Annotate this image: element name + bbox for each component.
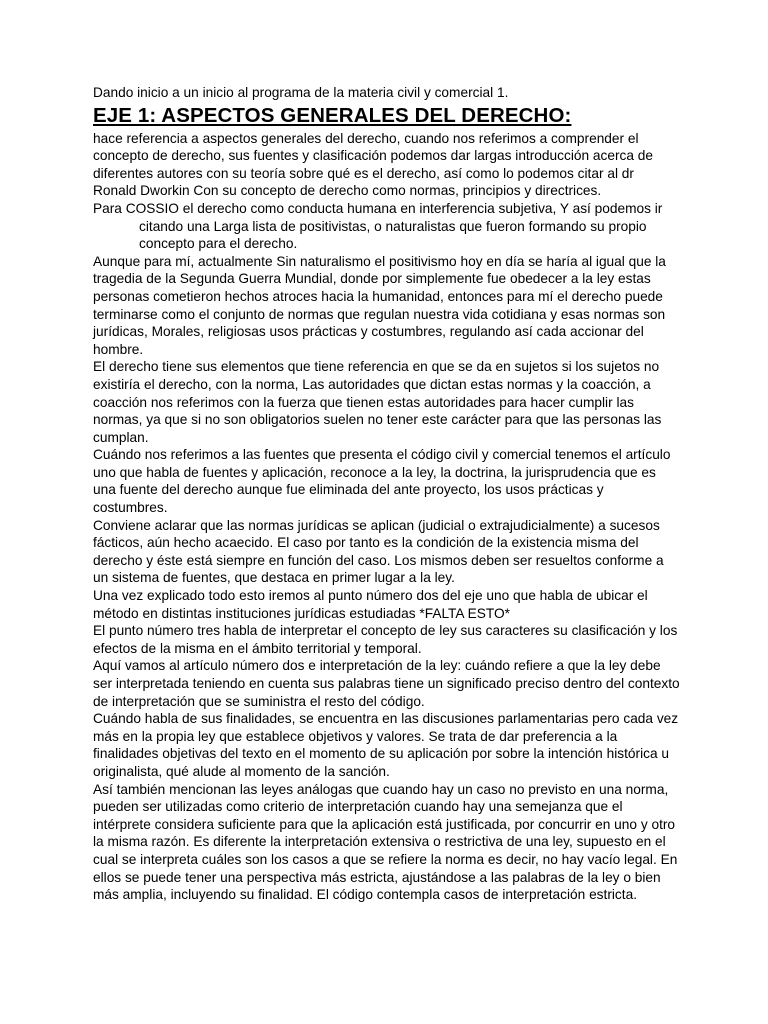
section-heading: EJE 1: ASPECTOS GENERALES DEL DERECHO: [93,103,572,127]
paragraph-elements: El derecho tiene sus elementos que tiene referencia en que se da en sujetos si los sujetos no existiría el derecho, con la norma, Las autoridades que dictan estas normas y la coacción, a coacción nos referimos con la fuerza que tienen estas autoridades para hacer cumplir las normas, ya que si no son obligatorios suelen no tener este carácter para que las personas las cumplan. [93,359,662,445]
paragraph-point-three: El punto número tres habla de interpretar el concepto de ley sus caracteres su clasificación y los efectos de la misma en el ámbito territorial y temporal. [93,623,678,656]
intro-line: Dando inicio a un inicio al programa de la materia civil y comercial 1. [93,85,509,100]
paragraph-definition: hace referencia a aspectos generales del derecho, cuando nos referimos a comprender el concepto de derecho, sus fuentes y clasificación podemos dar largas introducción acerca de diferentes autores con su teoría sobre qué es el derecho, así como lo podemos citar al dr Ronald Dworkin Con su concepto de derecho como normas, principios y directrices. [93,130,653,199]
paragraph-application: Conviene aclarar que las normas jurídicas se aplican (judicial o extrajudicialmente) a sucesos fácticos, aún hecho acaecido. El caso por tanto es la condición de la existencia misma del derecho y éste está siempre en función del caso. Los mismos deben ser resueltos conforme a un sistema de fuentes, que destaca en primer lugar a la ley. [93,517,664,586]
paragraph-sources: Cuándo nos referimos a las fuentes que presenta el código civil y comercial tenemos el artículo uno que habla de fuentes y aplicación, reconoce a la ley, la doctrina, la jurisprudencia que es una fuente del derecho aunque fue eliminada del ante proyecto, los usos prácticas y costumbres. [93,447,671,516]
paragraph-cossio: Para COSSIO el derecho como conducta humana en interferencia subjetiva, Y así podemos ir citando una Larga lista de positivistas, o naturalistas que fueron formando su propio concepto para el derecho. [93,200,663,252]
paragraph-article-two: Aquí vamos al artículo número dos e interpretación de la ley: cuándo refiere a que la ley debe ser interpretada teniendo en cuenta sus palabras tiene un significado preciso dentro del contexto de interpretación que se suministra el resto del código. [93,658,680,709]
paragraph-point-two: Una vez explicado todo esto iremos al punto número dos del eje uno que habla de ubicar el método en distintas instituciones jurídicas estudiadas *FALTA ESTO* [93,588,648,621]
paragraph-purposes: Cuándo habla de sus finalidades, se encuentra en las discusiones parlamentarias pero cada vez más en la propia ley que establece objetivos y valores. Se trata de dar preferencia a la finalidades objetivas del texto en el momento de su aplicación por sobre la intención histórica u originalista, qué alude al momento de la sanción. [93,711,679,779]
document-page [93,84,681,904]
paragraph-opinion: Aunque para mí, actualmente Sin naturalismo el positivismo hoy en día se haría al igual que la tragedia de la Segunda Guerra Mundial, donde por simplemente fue obedecer a la ley estas personas cometieron hechos atroces hacia la humanidad, entonces para mí el derecho puede terminarse como el conjunto de normas que regulan nuestra vida cotidiana y esas normas son jurídicas, Morales, religiosas usos prácticas y costumbres, regulando así cada accionar del hombre. [93,253,666,357]
paragraph-analogous-laws: Así también mencionan las leyes análogas que cuando hay un caso no previsto en una norma, pueden ser utilizadas como criterio de interpretación cuando hay una semejanza que el intérprete considera suficiente para que la aplicación está justificada, por concurrir en uno y otro la misma razón. Es diferente la interpretación extensiva o restrictiva de una ley, supuesto en el cual se interpreta cuáles son los casos a que se refiere la norma es decir, no hay vacío legal. En ellos se puede tener una perspectiva más estricta, ajustándose a las palabras de la ley o bien más amplia, incluyendo su finalidad. El código contempla casos de interpretación estricta. [93,781,678,903]
